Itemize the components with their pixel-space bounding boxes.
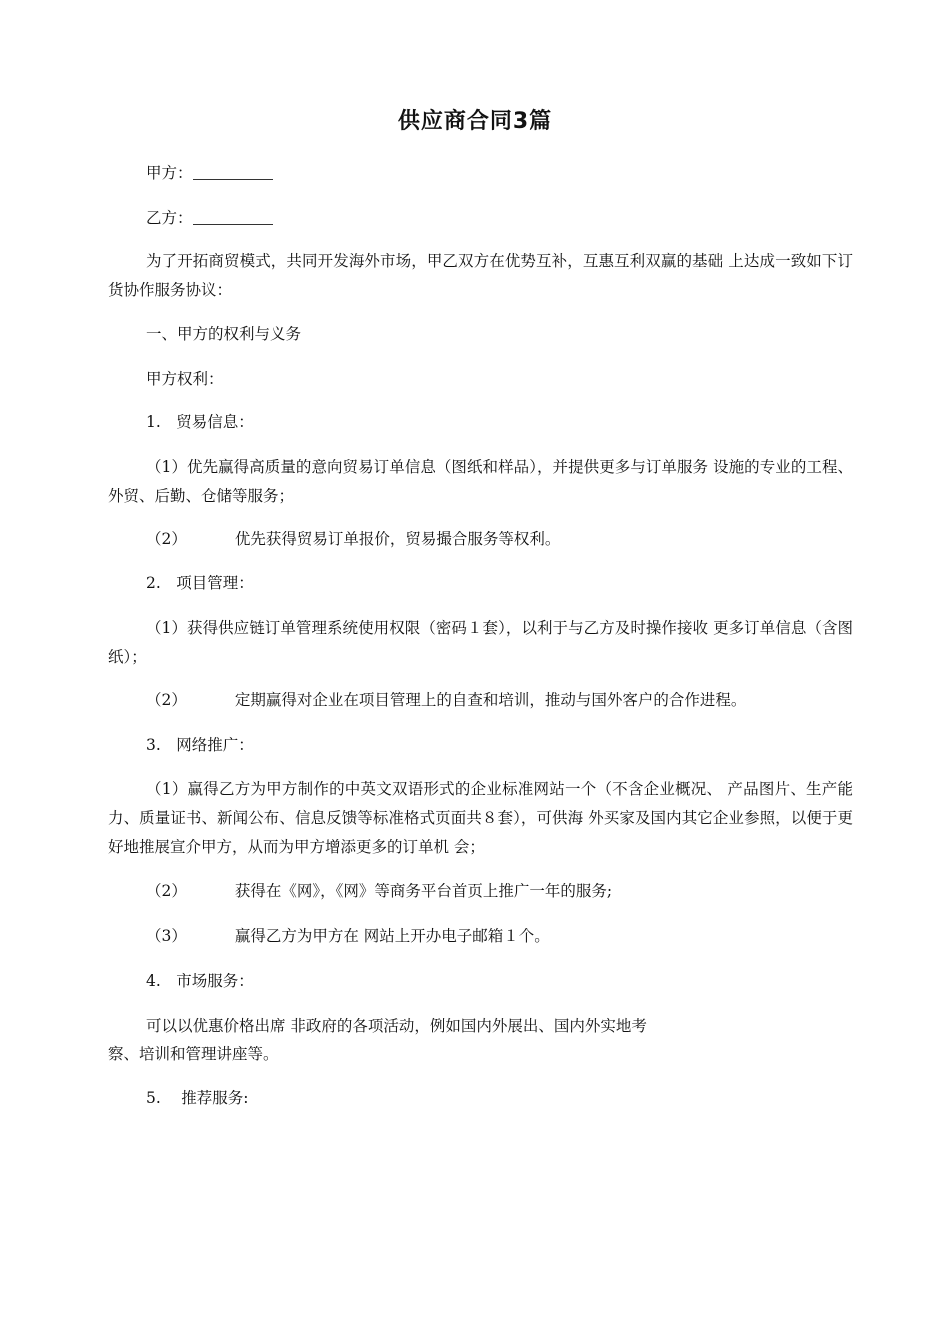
item5-heading: 5. 推荐服务: xyxy=(146,1089,249,1107)
item2-p2-number: （2） xyxy=(146,691,187,709)
party-a-blank xyxy=(193,165,273,180)
item1-p2-text: 优先获得贸易订单报价，贸易撮合服务等权利。 xyxy=(234,530,561,548)
item2-p2-text: 定期赢得对企业在项目管理上的自查和培训，推动与国外客户的合作进程。 xyxy=(234,691,747,709)
item1-p2-number: （2） xyxy=(146,530,187,548)
intro-paragraph: 为了开拓商贸模式，共同开发海外市场，甲乙双方在优势互补，互惠互利双赢的基础 上达成一致如下订货协作服务协议： xyxy=(108,252,853,299)
item3-p3-text: 赢得乙方为甲方在 网站上开办电子邮箱１个。 xyxy=(234,927,550,945)
item3-p2-text: 获得在《网》，《网》等商务平台首页上推广一年的服务; xyxy=(234,882,613,900)
rights-heading: 甲方权利： xyxy=(146,370,224,388)
item1-paragraph-1: （1）优先赢得高质量的意向贸易订单信息（图纸和样品），并提供更多与订单服务 设施的专业的工程、外贸、后勤、仓储等服务； xyxy=(108,458,853,505)
item3-heading: 3. 网络推广： xyxy=(146,736,254,754)
item3-paragraph-1: （1）赢得乙方为甲方制作的中英文双语形式的企业标准网站一个（不含企业概况、 产品图片、生产能力、质量证书、新闻公布、信息反馈等标准格式页面共８套），可供海 外买家及国内其它企业参照，以便于更好地推展宣介甲方，从而为甲方增添更多的订单机 会； xyxy=(108,780,853,856)
party-b-label: 乙方： xyxy=(146,209,193,227)
item1-paragraph-2 xyxy=(108,525,891,553)
section-heading: 一、甲方的权利与义务 xyxy=(146,325,302,343)
item2-paragraph-2 xyxy=(108,686,891,714)
item3-paragraph-3 xyxy=(108,922,891,950)
item4-paragraph-line-1: 可以以优惠价格出席 非政府的各项活动，例如国内外展出、国内外实地考 xyxy=(146,1017,647,1035)
party-b-line xyxy=(108,204,891,232)
party-a-line xyxy=(108,159,891,187)
item3-p2-number: （2） xyxy=(146,882,187,900)
item2-paragraph-1: （1）获得供应链订单管理系统使用权限（密码１套），以利于与乙方及时操作接收 更多订单信息（含图纸）； xyxy=(108,619,853,666)
item3-paragraph-2 xyxy=(108,877,891,905)
party-a-label: 甲方： xyxy=(146,164,193,182)
document-title: 供应商合同3篇 xyxy=(397,109,553,134)
item4-paragraph-line-2: 察、培训和管理讲座等。 xyxy=(108,1045,279,1063)
item1-heading: 1. 贸易信息： xyxy=(146,413,254,431)
item2-heading: 2. 项目管理： xyxy=(146,574,254,592)
item3-p3-number: （3） xyxy=(146,927,187,945)
party-b-blank xyxy=(193,210,273,225)
item4-heading: 4. 市场服务： xyxy=(146,972,254,990)
